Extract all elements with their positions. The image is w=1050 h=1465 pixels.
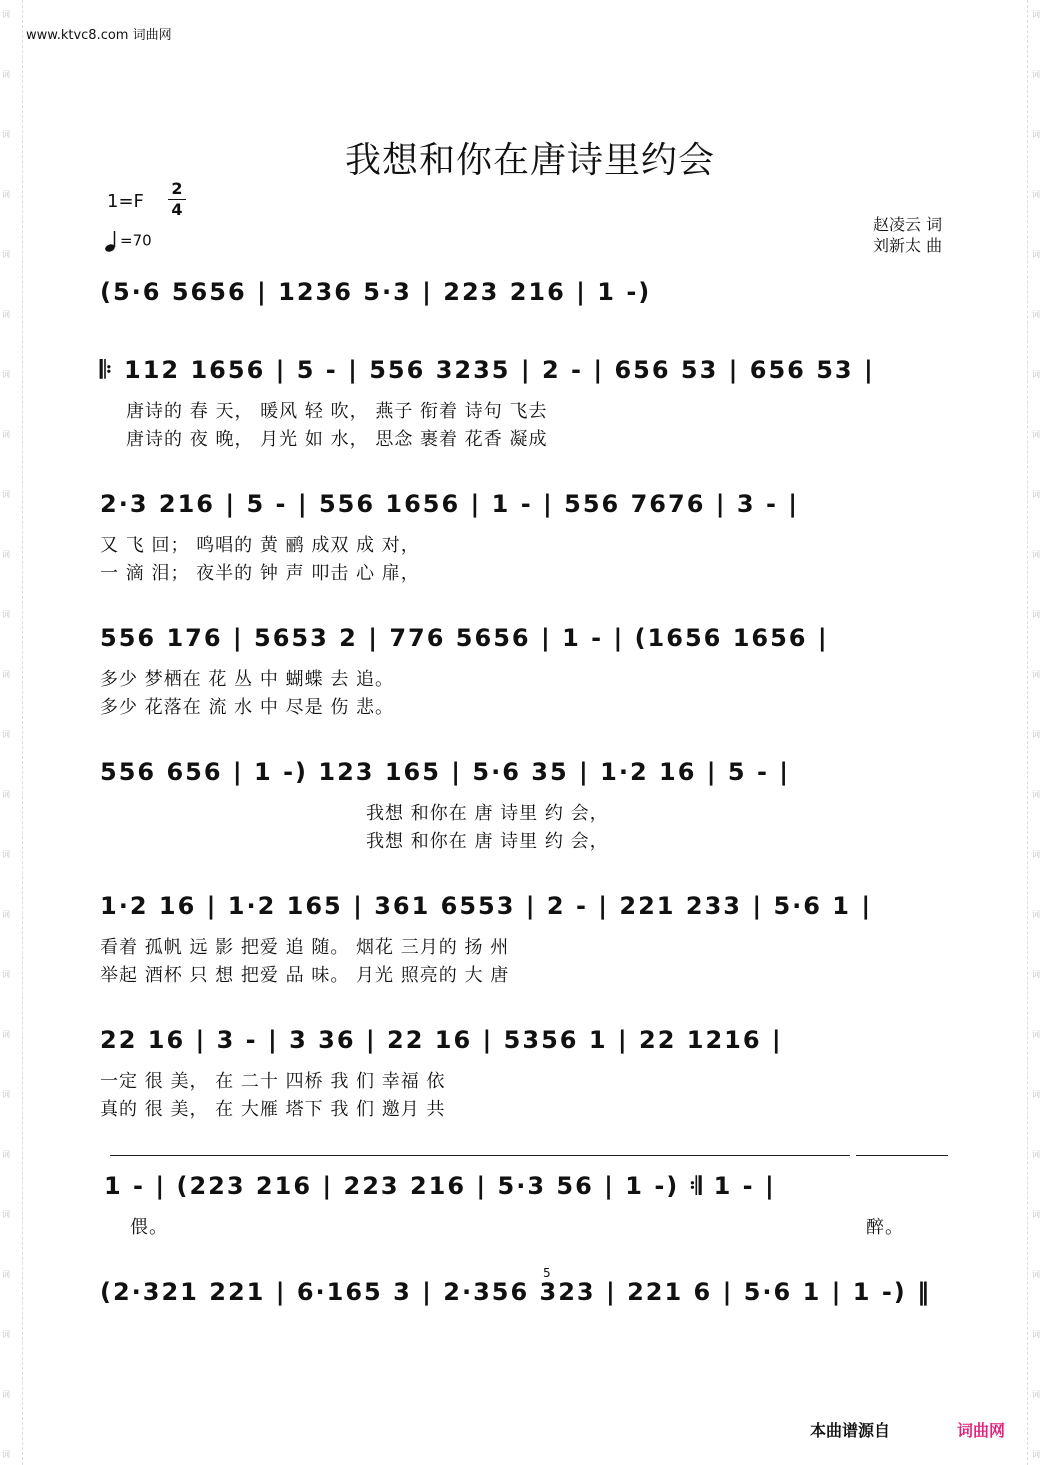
watermark-glyph: 词 (2, 1030, 10, 1039)
notes-row-8: 1 - | (223 216 | 223 216 | 5·3 56 | 1 -) 𝄇 1 - | (104, 1172, 776, 1200)
lyrics-row-2-verse-2: 唐诗的 夜 晚， 月光 如 水， 思念 裹着 花香 凝成 (126, 429, 548, 450)
left-watermark-strip (2, 0, 18, 1465)
watermark-glyph: 词 (2, 250, 10, 259)
watermark-glyph: 词 (1032, 1270, 1040, 1279)
notes-row-9: (2·321 221 | 6·165 3 | 2·356 323 | 221 6 | 5·6 1 | 1 -) ‖ (100, 1278, 932, 1306)
watermark-glyph: 词 (2, 670, 10, 679)
watermark-glyph: 词 (1032, 1330, 1040, 1339)
key-signature: 1=F (107, 191, 144, 212)
lyrics-row-7-verse-2: 真的 很 美， 在 大雁 塔下 我 们 邀月 共 (100, 1099, 446, 1120)
watermark-glyph: 词 (1032, 1150, 1040, 1159)
watermark-glyph: 词 (2, 10, 10, 19)
watermark-glyph: 词 (2, 70, 10, 79)
watermark-glyph: 词 (1032, 70, 1040, 79)
notes-row-7: 22 16 | 3 - | 3 36 | 22 16 | 5356 1 | 22 1216 | (100, 1026, 783, 1054)
notes-row-6: 1·2 16 | 1·2 165 | 361 6553 | 2 - | 221 233 | 5·6 1 | (100, 892, 873, 920)
watermark-glyph: 词 (2, 130, 10, 139)
watermark-glyph: 词 (2, 610, 10, 619)
lyrics-row-4-verse-2: 多少 花落在 流 水 中 尽是 伤 悲。 (100, 697, 395, 718)
watermark-glyph: 词 (1032, 430, 1040, 439)
left-margin-line (22, 0, 23, 1465)
watermark-glyph: 词 (2, 430, 10, 439)
watermark-glyph: 词 (1032, 190, 1040, 199)
watermark-glyph: 词 (1032, 1450, 1040, 1459)
watermark-glyph: 词 (2, 730, 10, 739)
footer-source-name[interactable]: 词曲网 (957, 1421, 1006, 1440)
watermark-glyph: 词 (2, 1450, 10, 1459)
lyrics-row-8-ending-1: 偎。 (130, 1217, 168, 1238)
notes-row-3: 2·3 216 | 5 - | 556 1656 | 1 - | 556 7676 | 3 - | (100, 490, 800, 518)
composer-credit: 刘新太 曲 (873, 236, 943, 255)
time-sig-bottom: 4 (171, 200, 183, 219)
grace-note: 5 (543, 1266, 551, 1280)
tempo-value: =70 (120, 231, 152, 250)
watermark-glyph: 词 (2, 850, 10, 859)
notes-row-5: 556 656 | 1 -) 123 165 | 5·6 35 | 1·2 16 | 5 - | (100, 758, 791, 786)
watermark-glyph: 词 (1032, 1390, 1040, 1399)
watermark-glyph: 词 (2, 1150, 10, 1159)
lyricist-credit: 赵凌云 词 (873, 215, 943, 234)
time-sig-top: 2 (171, 179, 183, 198)
watermark-glyph: 词 (1032, 10, 1040, 19)
watermark-glyph: 词 (1032, 670, 1040, 679)
lyrics-row-8-ending-2: 醉。 (866, 1217, 904, 1238)
watermark-glyph: 词 (2, 1210, 10, 1219)
watermark-glyph: 词 (2, 790, 10, 799)
watermark-glyph: 词 (2, 1270, 10, 1279)
watermark-glyph: 词 (2, 190, 10, 199)
watermark-glyph: 词 (1032, 250, 1040, 259)
watermark-glyph: 词 (1032, 790, 1040, 799)
quarter-note-icon (104, 229, 120, 253)
lyrics-row-7-verse-1: 一定 很 美， 在 二十 四桥 我 们 幸福 依 (100, 1071, 446, 1092)
footer-source-label: 本曲谱源自 (810, 1421, 891, 1440)
watermark-glyph: 词 (1032, 850, 1040, 859)
watermark-glyph: 词 (1032, 910, 1040, 919)
watermark-glyph: 词 (1032, 610, 1040, 619)
notes-row-2: 𝄆 112 1656 | 5 - | 556 3235 | 2 - | 656 53 | 656 53 | (100, 356, 875, 384)
notes-row-4: 556 176 | 5653 2 | 776 5656 | 1 - | (1656 1656 | (100, 624, 829, 652)
watermark-glyph: 词 (2, 490, 10, 499)
watermark-glyph: 词 (1032, 550, 1040, 559)
watermark-glyph: 词 (2, 1330, 10, 1339)
lyrics-row-6-verse-2: 举起 酒杯 只 想 把爱 品 味。 月光 照亮的 大 唐 (100, 965, 510, 986)
page-title: 我想和你在唐诗里约会 (345, 140, 716, 181)
volta-bracket-2 (856, 1155, 948, 1156)
volta-bracket-1 (110, 1155, 850, 1156)
lyrics-row-6-verse-1: 看着 孤帆 远 影 把爱 追 随。 烟花 三月的 扬 州 (100, 937, 510, 958)
watermark-glyph: 词 (1032, 1210, 1040, 1219)
watermark-glyph: 词 (1032, 730, 1040, 739)
tempo-marking (104, 229, 152, 253)
notes-row-1: (5·6 5656 | 1236 5·3 | 223 216 | 1 -) (100, 278, 652, 306)
watermark-glyph: 词 (2, 910, 10, 919)
watermark-glyph: 词 (2, 970, 10, 979)
lyrics-row-4-verse-1: 多少 梦栖在 花 丛 中 蝴蝶 去 追。 (100, 669, 395, 690)
watermark-glyph: 词 (1032, 1030, 1040, 1039)
site-url[interactable]: www.ktvc8.com 词曲网 (26, 28, 172, 43)
watermark-glyph: 词 (1032, 490, 1040, 499)
watermark-glyph: 词 (2, 370, 10, 379)
right-watermark-strip (1032, 0, 1048, 1465)
watermark-glyph: 词 (1032, 310, 1040, 319)
watermark-glyph: 词 (2, 1390, 10, 1399)
watermark-glyph: 词 (1032, 970, 1040, 979)
lyrics-row-5-verse-2: 我想 和你在 唐 诗里 约 会， (366, 831, 609, 852)
lyrics-row-3-verse-1: 又 飞 回； 鸣唱的 黄 鹂 成双 成 对， (100, 535, 420, 556)
watermark-glyph: 词 (1032, 1090, 1040, 1099)
watermark-glyph: 词 (2, 1090, 10, 1099)
time-signature (168, 180, 186, 219)
watermark-glyph: 词 (1032, 130, 1040, 139)
watermark-glyph: 词 (2, 310, 10, 319)
lyrics-row-3-verse-2: 一 滴 泪； 夜半的 钟 声 叩击 心 扉， (100, 563, 420, 584)
right-margin-line (1027, 0, 1028, 1465)
watermark-glyph: 词 (1032, 370, 1040, 379)
lyrics-row-5-verse-1: 我想 和你在 唐 诗里 约 会， (366, 803, 609, 824)
lyrics-row-2-verse-1: 唐诗的 春 天， 暖风 轻 吹， 燕子 衔着 诗句 飞去 (126, 401, 548, 422)
watermark-glyph: 词 (2, 550, 10, 559)
